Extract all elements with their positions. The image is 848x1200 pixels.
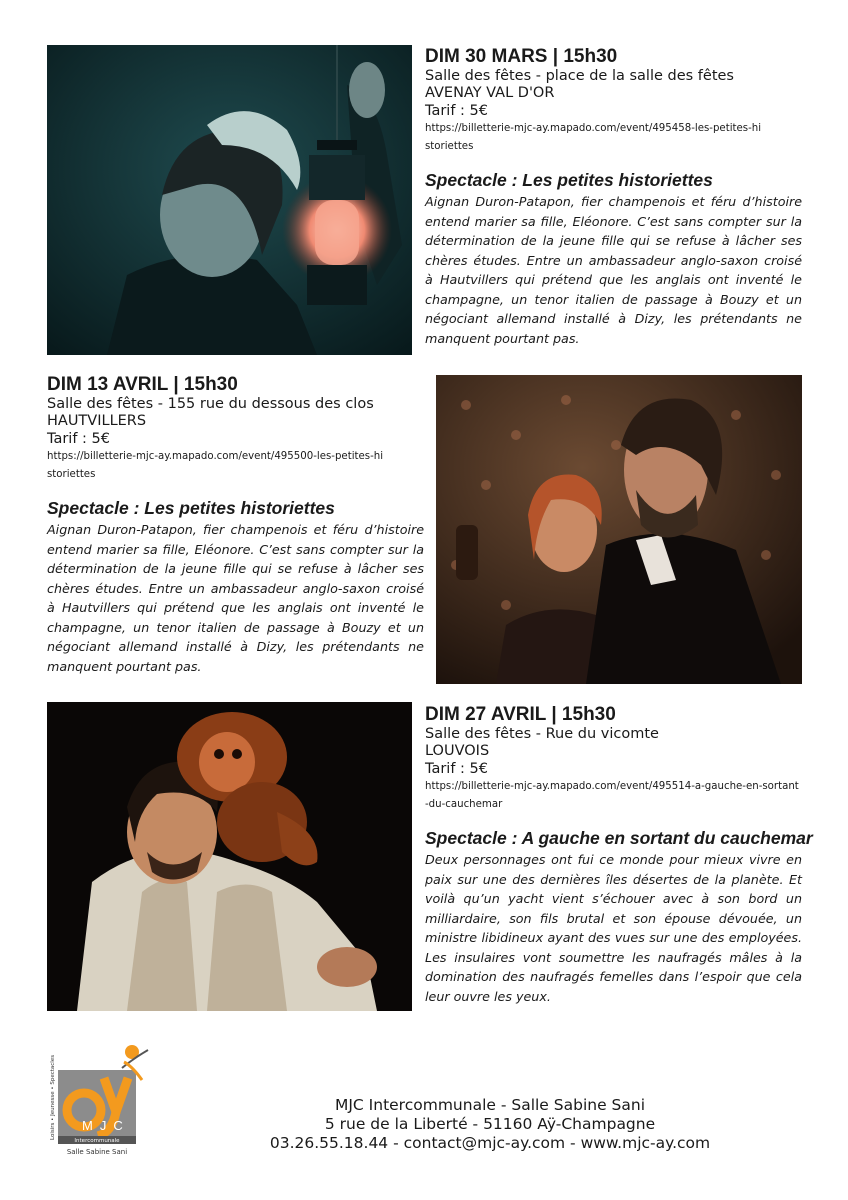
show-title: Spectacle : Les petites historiettes — [425, 170, 713, 190]
show-description: Deux personnages ont fui ce monde pour mieux vivre en paix sur une des dernières îles désertes de la planète. Et voilà qu’un yacht vient s’échouer avec à son bord un milliardaire, son fils brutal et son épouse dévouée, un ministre libidineux ayant des vues sur une des employées. Les insulaires vont soumettre les naufragés mâles à la domination des naufragés femelles dans l’espoir que cela leur ouvre les yeux. — [425, 852, 802, 1004]
show-title: Spectacle : A gauche en sortant du cauchemar — [425, 828, 813, 848]
logo-subtitle: Intercommunale — [74, 1138, 120, 1144]
footer-address — [230, 1096, 750, 1153]
event-1 — [425, 46, 802, 348]
mjc-logo — [44, 1040, 164, 1158]
photo-man-with-puppet — [47, 702, 412, 1011]
event-ticket-link[interactable]: https://billetterie-mjc-ay.mapado.com/event/495514-a-gauche-en-sortant-du-cauchemar — [425, 781, 799, 810]
event-venue: Salle des fêtes - 155 rue du dessous des clos — [47, 396, 374, 412]
show-description: Aignan Duron-Patapon, fier champenois et féru d’histoire entend marier sa fille, Eléonore. C’est sans compter sur la détermination de la jeune fille qui se refuse à lâcher ses chères études. Entre un ambassadeur anglo-saxon croisé à Hautvillers qui prétend que les anglais ont inventé le champagne, un tenor italien de passage à Bouzy et un négociant allemand installé à Dizy, les prétendants ne manquent pourtant pas. — [425, 194, 802, 346]
event-date: DIM 30 MARS | 15h30 — [425, 46, 618, 67]
footer-contact[interactable]: 03.26.55.18.44 - contact@mjc-ay.com - www.mjc-ay.com — [269, 1134, 711, 1152]
event-town: AVENAY VAL D'OR — [425, 85, 555, 101]
logo-mjc-text: MJC — [82, 1118, 130, 1133]
footer-organization: MJC Intercommunale - Salle Sabine Sani — [334, 1096, 646, 1114]
event-ticket-link[interactable]: https://billetterie-mjc-ay.mapado.com/event/495500-les-petites-historiettes — [47, 451, 384, 480]
event-2 — [47, 374, 424, 676]
event-town: HAUTVILLERS — [47, 413, 147, 429]
show-description: Aignan Duron-Patapon, fier champenois et féru d’histoire entend marier sa fille, Eléonore. C’est sans compter sur la détermination de la jeune fille qui se refuse à lâcher ses chères études. Entre un ambassadeur anglo-saxon croisé à Hautvillers qui prétend que les anglais ont inventé le champagne, un tenor italien de passage à Bouzy et un négociant allemand installé à Dizy, les prétendants ne manquent pourtant pas. — [47, 522, 424, 674]
footer-street: 5 rue de la Liberté - 51160 Aÿ-Champagne — [324, 1115, 656, 1133]
event-town: LOUVOIS — [425, 743, 490, 759]
photo-woman-with-lantern — [47, 45, 412, 355]
event-tarif: Tarif : 5€ — [47, 431, 110, 447]
logo-side-text: Loisirs • Jeunesse • Spectacles — [50, 1054, 56, 1140]
logo-caption: Salle Sabine Sani — [66, 1148, 128, 1156]
event-venue: Salle des fêtes - place de la salle des fêtes — [425, 68, 734, 84]
photo-couple — [436, 375, 802, 684]
event-3 — [425, 704, 813, 1006]
show-title: Spectacle : Les petites historiettes — [47, 498, 335, 518]
event-date: DIM 27 AVRIL | 15h30 — [425, 704, 616, 725]
event-venue: Salle des fêtes - Rue du vicomte — [425, 726, 659, 742]
event-tarif: Tarif : 5€ — [425, 103, 488, 119]
event-tarif: Tarif : 5€ — [425, 761, 488, 777]
event-ticket-link[interactable]: https://billetterie-mjc-ay.mapado.com/event/495458-les-petites-historiettes — [425, 123, 762, 152]
event-date: DIM 13 AVRIL | 15h30 — [47, 374, 238, 395]
